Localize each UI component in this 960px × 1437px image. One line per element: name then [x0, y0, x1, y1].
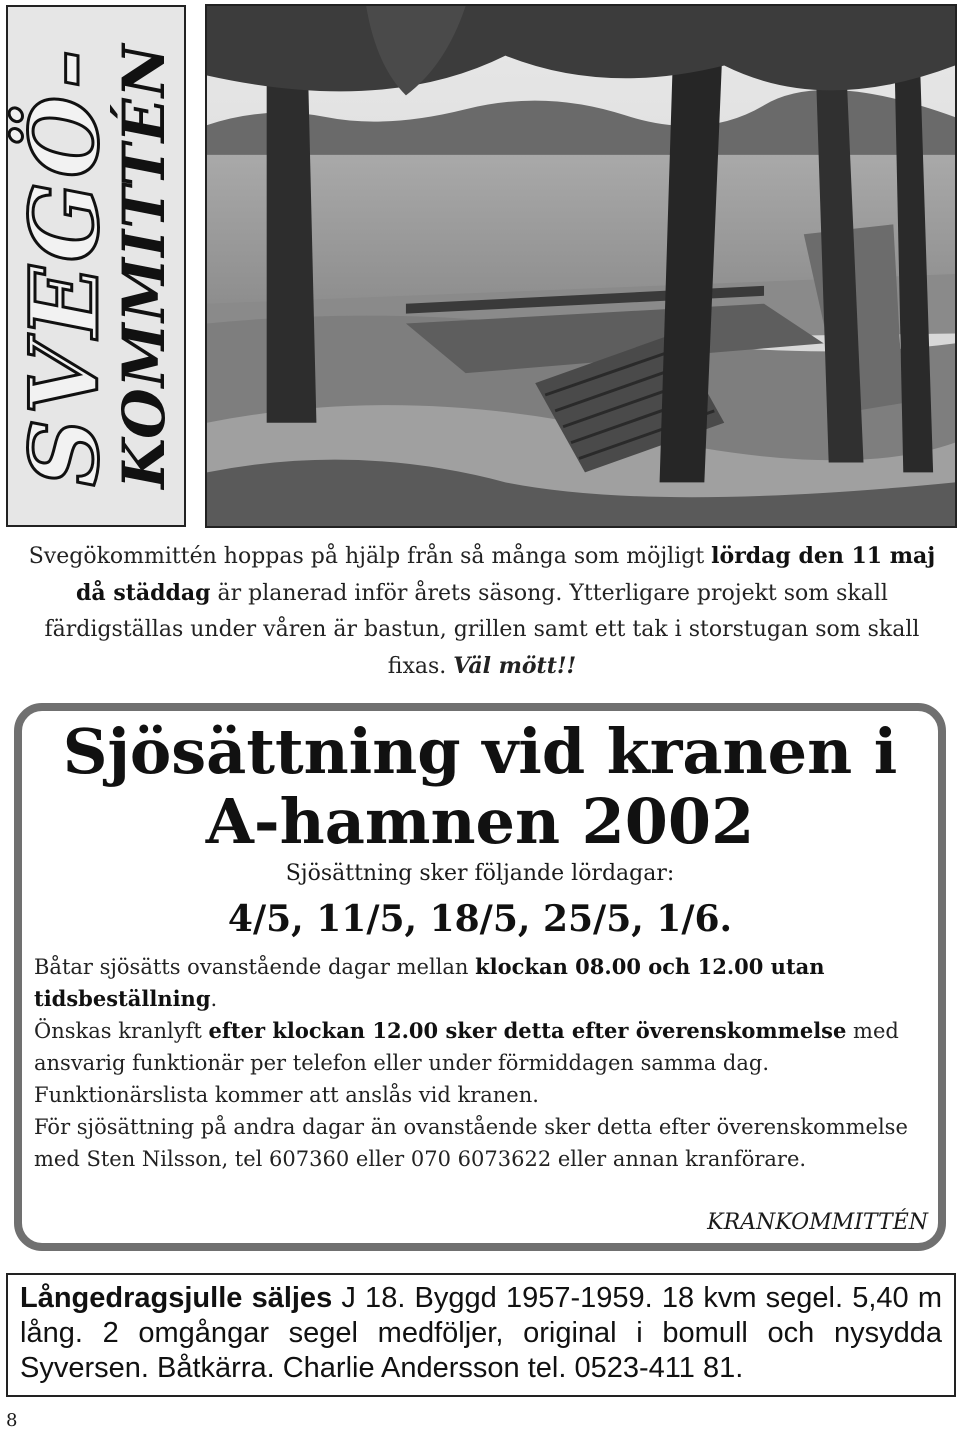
- intro-bold: lördag den 11 maj då städdag: [76, 543, 936, 606]
- crane-para-3: För sjösättning på andra dagar än ovanstående sker detta efter överenskommelse med Sten Nilsson, tel 607360 eller 070 6073622 eller annan kranförare.: [34, 1115, 908, 1171]
- title-line1: SVEGÖ-: [10, 45, 120, 487]
- crane-heading: [22, 717, 938, 857]
- crane-para-1-text: Båtar sjösätts ovanstående dagar mellan: [34, 955, 476, 979]
- title-line2: KOMMITTÉN: [110, 43, 178, 489]
- crane-heading-line1: Sjösättning vid kranen i: [62, 715, 898, 788]
- crane-para-1: [34, 951, 934, 1015]
- section-title: [6, 5, 186, 527]
- for-sale-ad: [6, 1273, 956, 1397]
- crane-para-2-bold: efter klockan 12.00 sker detta efter överenskommelse: [208, 1018, 847, 1043]
- crane-notice-box: [14, 703, 946, 1251]
- crane-para-2: [34, 1015, 934, 1111]
- lake-dock-photo: [205, 4, 957, 528]
- intro-text-2: är planerad inför årets säsong. Ytterligare projekt som skall färdigställas under våren är bastun, grillen samt ett tak i storstugan som skall fixas.: [44, 581, 920, 679]
- intro-text-1: Svegökommittén hoppas på hjälp från så många som möjligt: [28, 544, 712, 569]
- sale-text: J 18. Byggd 1957-1959. 18 kvm segel. 5,40 m lång. 2 omgångar segel medföljer, original i bomull och nysydda Syversen. Båtkärra. Charlie Andersson tel. 0523-411 81.: [20, 1282, 942, 1384]
- crane-dates: 4/5, 11/5, 18/5, 25/5, 1/6.: [227, 898, 733, 940]
- intro-paragraph: [12, 538, 952, 685]
- crane-para-2-end: med ansvarig funktionär per telefon eller under förmiddagen samma dag. Funktionärslista kommer att anslås vid kranen.: [34, 1019, 899, 1107]
- crane-para-2-text: Önskas kranlyft: [34, 1019, 209, 1043]
- crane-signature: KRANKOMMITTÉN: [707, 1210, 928, 1235]
- page-number: 8: [6, 1410, 18, 1431]
- crane-subheading: Sjösättning sker följande lördagar:: [285, 861, 675, 886]
- crane-body: [34, 951, 934, 1175]
- crane-para-1-end: .: [210, 987, 218, 1011]
- sale-heading: Långedragsjulle säljes: [20, 1282, 333, 1314]
- photo-illustration: [207, 6, 955, 526]
- crane-heading-line2: A-hamnen 2002: [205, 785, 755, 858]
- intro-italic: Väl mött!!: [453, 653, 577, 679]
- crane-para-1-bold: klockan 08.00 och 12.00 utan tidsbeställning: [34, 954, 825, 1011]
